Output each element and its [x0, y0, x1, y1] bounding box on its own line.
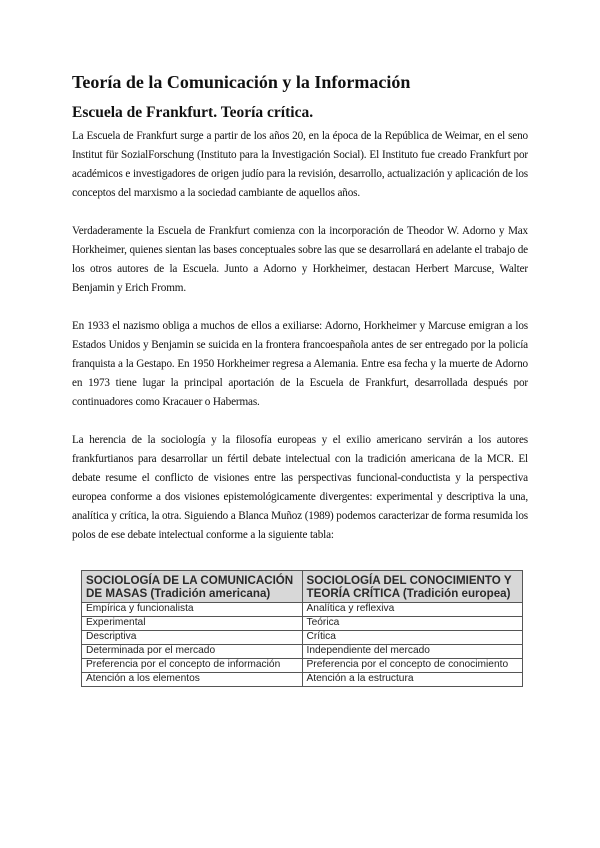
table-row [82, 617, 523, 631]
table-row [82, 603, 523, 617]
table-cell: Atención a los elementos [82, 673, 303, 687]
table-cell: Atención a la estructura [302, 673, 523, 687]
paragraph-1: La Escuela de Frankfurt surge a partir de los años 20, en la época de la República de Weimar, en el seno Institut für SozialForschung (Instituto para la Investigación Social). El Instituto fue creado Frankfurt por académicos e investigadores de origen judío para la revisión, desarrollo, actualización y aplicación de los conceptos del marxismo a la sociedad cambiante de aquellos años. [72, 130, 528, 199]
paragraph-3: En 1933 el nazismo obliga a muchos de ellos a exiliarse: Adorno, Horkheimer y Marcuse emigran a los Estados Unidos y Benjamin se suicida en la frontera francoespañola antes de ser entregado por la policía franquista a la Gestapo. En 1950 Horkheimer regresa a Alemania. Entre esa fecha y la muerte de Adorno en 1973 tiene lugar la principal aportación de la Escuela de Frankfurt, desarrollada después por continuadores como Kracauer o Habermas. [72, 320, 528, 408]
table-row [82, 645, 523, 659]
table-cell: Preferencia por el concepto de información [82, 659, 303, 673]
table-cell: Teórica [302, 617, 523, 631]
comparison-table [81, 570, 523, 687]
table-cell: Crítica [302, 631, 523, 645]
table-cell: Independiente del mercado [302, 645, 523, 659]
table-row [82, 673, 523, 687]
paragraph-2: Verdaderamente la Escuela de Frankfurt comienza con la incorporación de Theodor W. Adorno y Max Horkheimer, quienes sientan las bases conceptuales sobre las que se desarrollará en adelante el trabajo de los otros autores de la Escuela. Junto a Adorno y Horkheimer, destacan Herbert Marcuse, Walter Benjamin y Erich Fromm. [72, 225, 528, 294]
paragraph-4: La herencia de la sociología y la filosofía europeas y el exilio americano servirán a los autores frankfurtianos para desarrollar un fértil debate intelectual con la tradición americana de la MCR. El debate resume el conflicto de visiones entre las perspectivas funcional-conductista y la perspectiva europea conforme a dos visiones epistemológicamente divergentes: experimental y descriptiva la una, analítica y crítica, la otra. Siguiendo a Blanca Muñoz (1989) podemos caracterizar de forma resumida los polos de ese debate intelectual conforme a la siguiente tabla: [72, 434, 528, 541]
header-european-tradition: SOCIOLOGÍA DEL CONOCIMIENTO Y TEORÍA CRÍTICA (Tradición europea) [302, 571, 523, 603]
table-row [82, 659, 523, 673]
document-body [72, 70, 528, 564]
table-cell: Empírica y funcionalista [82, 603, 303, 617]
table-cell: Experimental [82, 617, 303, 631]
table-cell: Descriptiva [82, 631, 303, 645]
table-row [82, 631, 523, 645]
table-header-row [82, 571, 523, 603]
table-cell: Determinada por el mercado [82, 645, 303, 659]
comparison-table-container [81, 570, 523, 687]
table-cell: Preferencia por el concepto de conocimiento [302, 659, 523, 673]
header-american-tradition: SOCIOLOGÍA DE LA COMUNICACIÓN DE MASAS (Tradición americana) [82, 571, 303, 603]
document-subtitle: Escuela de Frankfurt. Teoría crítica. [72, 104, 314, 121]
document-title: Teoría de la Comunicación y la Información [72, 72, 411, 92]
table-cell: Analítica y reflexiva [302, 603, 523, 617]
